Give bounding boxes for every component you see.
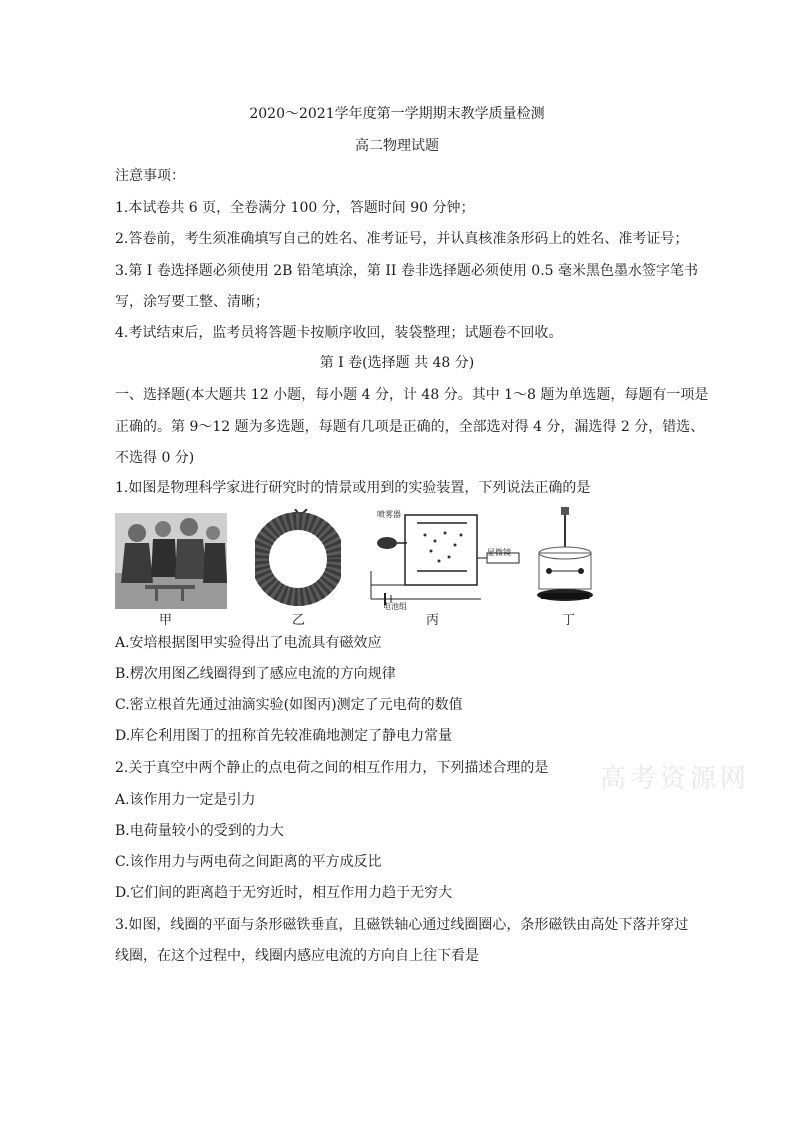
figure-bing-caption: 丙 xyxy=(426,613,440,628)
microscope-label: 显微镜 xyxy=(487,548,511,557)
question-1-option: C.密立根首先通过油滴实验(如图丙)测定了元电荷的数值 xyxy=(115,697,463,713)
watermark: 高考资源网 xyxy=(600,764,751,794)
question-3-stem: 线圈，在这个过程中，线圈内感应电流的方向自上往下看是 xyxy=(115,948,479,964)
question-2-option: C.该作用力与两电荷之间距离的平方成反比 xyxy=(115,854,382,870)
question-2-option: A.该作用力一定是引力 xyxy=(115,792,256,808)
notice-item: 2.答卷前，考生须准确填写自己的姓名、准考证号，并认真核准条形码上的姓名、准考证号； xyxy=(115,231,689,247)
section-instructions: 不选得 0 分) xyxy=(115,450,195,466)
figure-jia-illustration xyxy=(115,513,227,609)
exam-subtitle: 高二物理试题 xyxy=(355,138,439,154)
notice-item: 4.考试结束后，监考员将答题卡按顺序收回，装袋整理；试题卷不回收。 xyxy=(115,325,563,341)
exam-title: 2020～2021学年度第一学期期末教学质量检测 xyxy=(249,106,545,122)
battery-label: 电池组 xyxy=(383,602,407,611)
question-1-option: D.库仑利用图丁的扭称首先较准确地测定了静电力常量 xyxy=(115,728,453,744)
notice-heading: 注意事项： xyxy=(115,168,185,184)
notice-item: 3.第 I 卷选择题必须使用 2B 铅笔填涂，第 II 卷非选择题必须使用 0.5 毫米黑色墨水签字笔书 xyxy=(115,263,699,279)
figure-ding-torsion-balance xyxy=(535,505,595,615)
question-1-option: A.安培根据图甲实验得出了电流具有磁效应 xyxy=(115,635,382,651)
question-2-stem: 2.关于真空中两个静止的点电荷之间的相互作用力，下列描述合理的是 xyxy=(115,760,549,776)
figure-yi-caption: 乙 xyxy=(292,613,306,628)
sprayer-label: 喷雾器 xyxy=(377,510,401,519)
section-instructions: 正确的。第 9～12 题为多选题，每题有几项是正确的，全部选对得 4 分，漏选得 2 分，错选、 xyxy=(115,419,705,435)
question-1-stem: 1.如图是物理科学家进行研究时的情景或用到的实验装置，下列说法正确的是 xyxy=(115,480,591,496)
question-3-stem: 3.如图，线圈的平面与条形磁铁垂直，且磁铁轴心通过线圈圈心，条形磁铁由高处下落并穿过 xyxy=(115,917,689,933)
notice-item: 写，涂写要工整、清晰； xyxy=(115,294,269,310)
figure-bing-millikan xyxy=(361,505,531,615)
section-title: 第 I 卷(选择题 共 48 分) xyxy=(319,355,475,371)
notice-item: 1.本试卷共 6 页，全卷满分 100 分，答题时间 90 分钟； xyxy=(115,200,475,216)
figure-ding-caption: 丁 xyxy=(562,613,576,628)
question-2-option: B.电荷量较小的受到的力大 xyxy=(115,823,284,839)
question-1-figures xyxy=(115,505,595,628)
figure-jia-caption: 甲 xyxy=(159,613,173,628)
question-1-option: B.楞次用图乙线圈得到了感应电流的方向规律 xyxy=(115,666,396,682)
section-instructions: 一、选择题(本大题共 12 小题，每小题 4 分，计 48 分。其中 1～8 题为单选题，每题有一项是 xyxy=(115,387,709,403)
question-2-option: D.它们间的距离趋于无穷近时，相互作用力趋于无穷大 xyxy=(115,885,453,901)
figure-yi-coil xyxy=(255,509,341,609)
